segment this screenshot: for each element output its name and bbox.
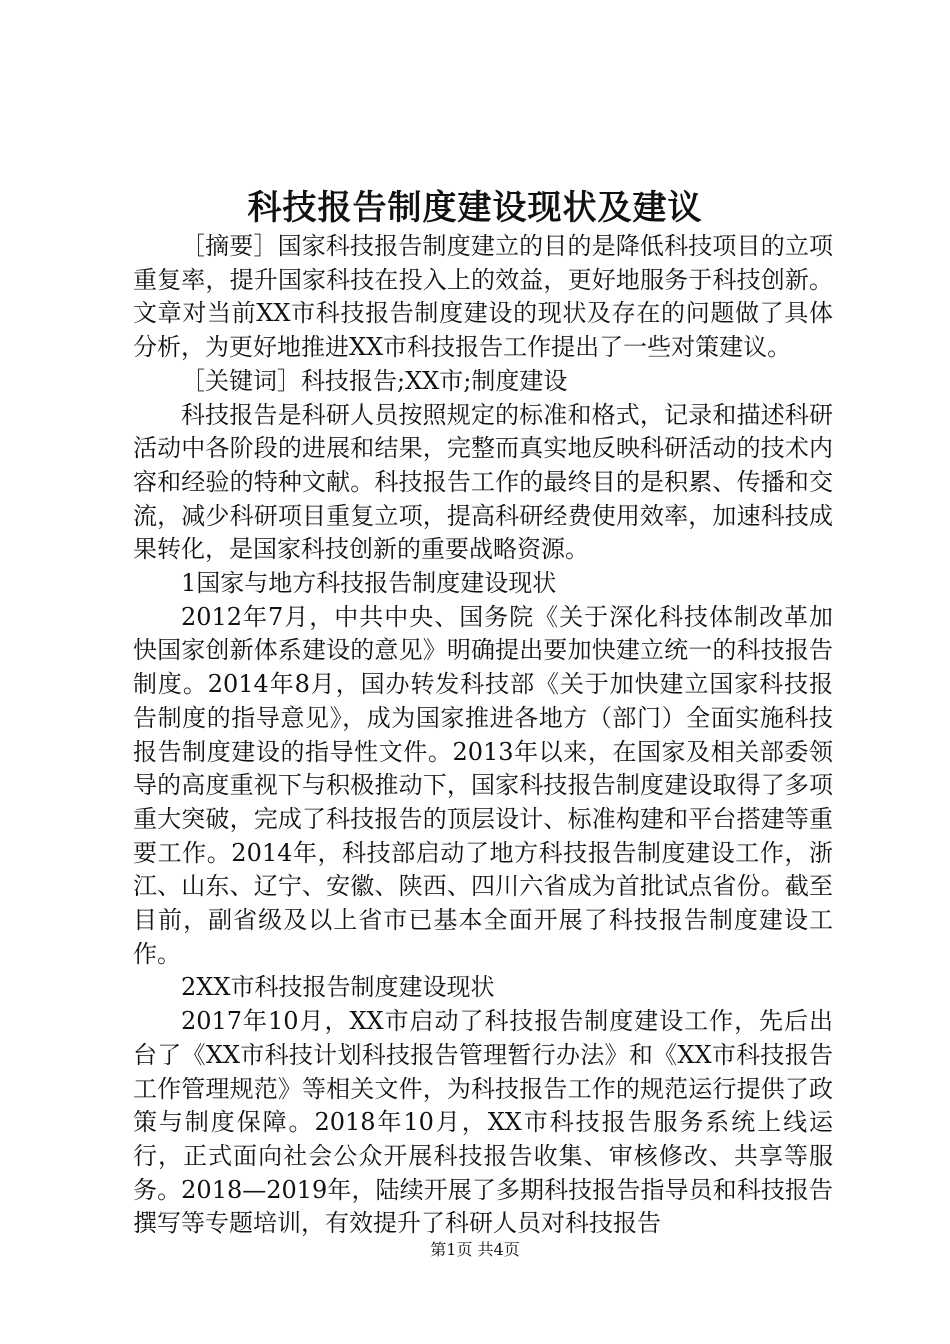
- section-2-paragraph: 2017年10月，XX市启动了科技报告制度建设工作，先后出台了《XX市科技计划科技报告管理暂行办法》和《XX市科技报告工作管理规范》等相关文件，为科技报告工作的规范运行提供了政策与制度保障。2018年10月，XX市科技报告服务系统上线运行，正式面向社会公众开展科技报告收集、审核修改、共享等服务。2018—2019年，陆续开展了多期科技报告指导员和科技报告撰写等专题培训，有效提升了科研人员对科技报告: [133, 1007, 833, 1238]
- abstract-paragraph: ［摘要］国家科技报告制度建立的目的是降低科技项目的立项重复率，提升国家科技在投入上的效益，更好地服务于科技创新。文章对当前XX市科技报告制度建设的现状及存在的问题做了具体分析，为更好地推进XX市科技报告工作提出了一些对策建议。: [133, 232, 833, 362]
- keywords-paragraph: ［关键词］科技报告;XX市;制度建设: [181, 366, 568, 395]
- section-heading-1: 1国家与地方科技报告制度建设现状: [181, 569, 557, 598]
- intro-paragraph: 科技报告是科研人员按照规定的标准和格式，记录和描述科研活动中各阶段的进展和结果，完整而真实地反映科研活动的技术内容和经验的特种文献。科技报告工作的最终目的是积累、传播和交流，减少科研项目重复立项，提高科研经费使用效率，加速科技成果转化，是国家科技创新的重要战略资源。: [133, 400, 833, 564]
- document-body: [133, 230, 833, 1241]
- document-title: 科技报告制度建设现状及建议: [247, 188, 703, 228]
- section-1-paragraph: 2012年7月，中共中央、国务院《关于深化科技体制改革加快国家创新体系建设的意见》明确提出要加快建立统一的科技报告制度。2014年8月，国办转发科技部《关于加快建立国家科技报告制度的指导意见》，成为国家推进各地方（部门）全面实施科技报告制度建设的指导性文件。2013年以来，在国家及相关部委领导的高度重视下与积极推动下，国家科技报告制度建设取得了多项重大突破，完成了科技报告的顶层设计、标准构建和平台搭建等重要工作。2014年，科技部启动了地方科技报告制度建设工作，浙江、山东、辽宁、安徽、陕西、四川六省成为首批试点省份。截至目前，副省级及以上省市已基本全面开展了科技报告制度建设工作。: [133, 602, 833, 968]
- section-heading-2: 2XX市科技报告制度建设现状: [181, 973, 495, 1002]
- page-footer: 第1页 共4页: [430, 1240, 520, 1259]
